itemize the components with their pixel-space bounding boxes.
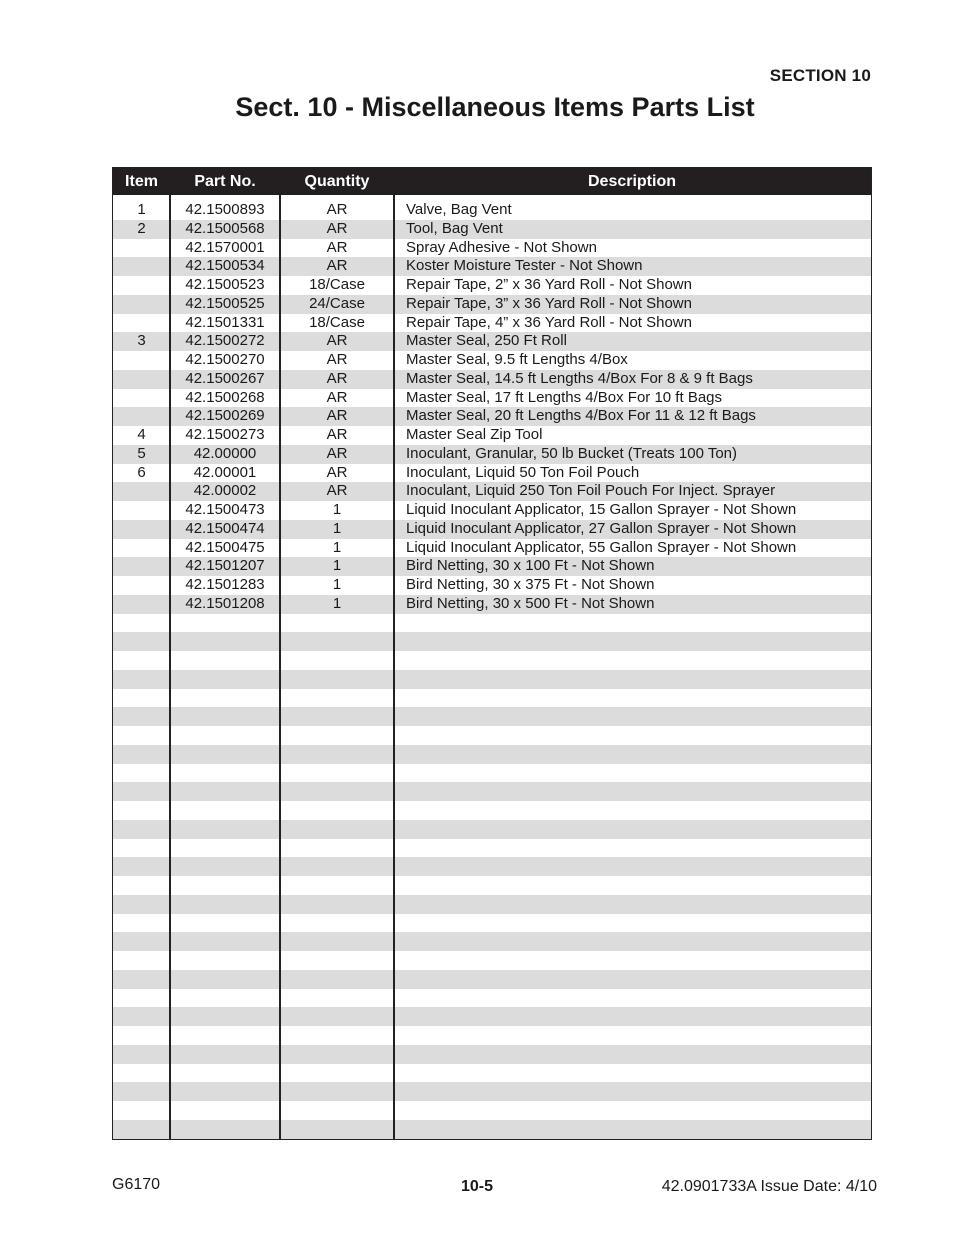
- cell-quantity: AR: [326, 201, 348, 218]
- cell-description: Liquid Inoculant Applicator, 27 Gallon Sprayer - Not Shown: [406, 519, 797, 537]
- cell-item: 5: [137, 444, 146, 462]
- cell-part-no: 42.1500523: [185, 276, 265, 293]
- cell-quantity: AR: [326, 238, 348, 256]
- cell-quantity: 1: [332, 519, 342, 537]
- table-row: [113, 295, 871, 314]
- table-row: [113, 539, 871, 558]
- table-row: [113, 257, 871, 276]
- cell-description: Inoculant, Granular, 50 lb Bucket (Treats 100 Ton): [406, 444, 738, 462]
- cell-part-no: 42.1501283: [185, 576, 265, 593]
- cell-item: 3: [137, 332, 146, 350]
- cell-quantity: AR: [326, 463, 348, 481]
- cell-description: Liquid Inoculant Applicator, 15 Gallon Sprayer - Not Shown: [406, 501, 797, 518]
- empty-table-row: [113, 820, 871, 839]
- empty-table-row: [113, 914, 871, 933]
- footer-model: G6170: [112, 1176, 161, 1193]
- table-row: [113, 464, 871, 483]
- cell-part-no: 42.1500474: [185, 519, 265, 537]
- column-header-description: Description: [587, 173, 676, 190]
- page-title: Sect. 10 - Miscellaneous Items Parts List: [235, 92, 755, 122]
- cell-quantity: 1: [332, 576, 342, 593]
- empty-table-row: [113, 726, 871, 745]
- footer-doc-info: 42.0901733A Issue Date: 4/10: [661, 1178, 877, 1195]
- cell-description: Spray Adhesive - Not Shown: [406, 238, 597, 256]
- empty-table-row: [113, 614, 871, 633]
- cell-description: Master Seal, 250 Ft Roll: [406, 332, 567, 350]
- empty-table-row: [113, 782, 871, 801]
- cell-description: Tool, Bag Vent: [406, 219, 503, 237]
- cell-quantity: 24/Case: [309, 294, 365, 312]
- cell-quantity: 1: [332, 538, 342, 556]
- column-header-quantity: Quantity: [304, 173, 370, 190]
- empty-table-row: [113, 1007, 871, 1026]
- column-divider: [169, 195, 171, 1139]
- table-row: [113, 201, 871, 220]
- cell-part-no: 42.1500893: [185, 201, 265, 218]
- cell-item: [113, 501, 170, 520]
- cell-description: Repair Tape, 2” x 36 Yard Roll - Not Shown: [406, 276, 692, 293]
- cell-item: [113, 314, 170, 333]
- cell-description: Valve, Bag Vent: [406, 201, 512, 218]
- empty-table-row: [113, 1082, 871, 1101]
- footer-page-number: 10-5: [460, 1178, 494, 1195]
- cell-description: Bird Netting, 30 x 100 Ft - Not Shown: [406, 557, 655, 575]
- table-row: [113, 332, 871, 351]
- cell-part-no: 42.1501331: [185, 313, 265, 331]
- cell-item: [113, 576, 170, 595]
- empty-table-row: [113, 857, 871, 876]
- empty-table-row: [113, 895, 871, 914]
- table-row: [113, 520, 871, 539]
- cell-quantity: AR: [326, 332, 348, 350]
- cell-item: [113, 539, 170, 558]
- cell-part-no: 42.1501208: [185, 594, 265, 612]
- cell-description: Master Seal, 9.5 ft Lengths 4/Box: [406, 351, 628, 368]
- table-row: [113, 407, 871, 426]
- empty-table-row: [113, 876, 871, 895]
- cell-part-no: 42.00000: [193, 444, 257, 462]
- empty-table-row: [113, 689, 871, 708]
- cell-quantity: AR: [326, 388, 348, 406]
- cell-part-no: 42.00001: [193, 463, 257, 481]
- cell-part-no: 42.00002: [193, 482, 257, 500]
- cell-quantity: AR: [326, 482, 348, 500]
- table-row: [113, 595, 871, 614]
- empty-table-row: [113, 1120, 871, 1139]
- cell-item: 1: [137, 201, 146, 218]
- table-row: [113, 370, 871, 389]
- table-row: [113, 220, 871, 239]
- empty-table-row: [113, 764, 871, 783]
- cell-description: Master Seal, 14.5 ft Lengths 4/Box For 8 & 9 ft Bags: [406, 369, 753, 387]
- table-row: [113, 351, 871, 370]
- cell-item: [113, 370, 170, 389]
- cell-description: Bird Netting, 30 x 500 Ft - Not Shown: [406, 594, 655, 612]
- cell-item: [113, 351, 170, 370]
- cell-description: Master Seal Zip Tool: [406, 426, 543, 443]
- cell-item: [113, 257, 170, 276]
- column-header-part-no: Part No.: [194, 173, 256, 190]
- cell-quantity: AR: [326, 219, 348, 237]
- table-row: [113, 482, 871, 501]
- cell-item: [113, 389, 170, 408]
- cell-item: [113, 557, 170, 576]
- cell-quantity: 1: [332, 594, 342, 612]
- cell-item: [113, 276, 170, 295]
- empty-table-row: [113, 989, 871, 1008]
- column-divider: [393, 195, 395, 1139]
- cell-quantity: AR: [326, 369, 348, 387]
- cell-part-no: 42.1500473: [185, 501, 265, 518]
- table-row: [113, 389, 871, 408]
- cell-part-no: 42.1570001: [185, 238, 265, 256]
- empty-table-row: [113, 801, 871, 820]
- cell-description: Bird Netting, 30 x 375 Ft - Not Shown: [406, 576, 655, 593]
- cell-quantity: AR: [326, 407, 348, 425]
- table-row: [113, 501, 871, 520]
- empty-table-row: [113, 839, 871, 858]
- cell-part-no: 42.1500525: [185, 294, 265, 312]
- empty-table-row: [113, 670, 871, 689]
- cell-part-no: 42.1500568: [185, 219, 265, 237]
- table-row: [113, 445, 871, 464]
- cell-description: Master Seal, 20 ft Lengths 4/Box For 11 & 12 ft Bags: [406, 407, 756, 425]
- empty-table-row: [113, 632, 871, 651]
- section-label: SECTION 10: [769, 66, 871, 85]
- empty-table-row: [113, 651, 871, 670]
- cell-quantity: AR: [326, 444, 348, 462]
- empty-table-row: [113, 1101, 871, 1120]
- parts-list-table: [112, 167, 872, 1140]
- empty-table-row: [113, 707, 871, 726]
- cell-part-no: 42.1500267: [185, 369, 265, 387]
- empty-table-row: [113, 745, 871, 764]
- cell-description: Repair Tape, 4” x 36 Yard Roll - Not Shown: [406, 313, 692, 331]
- table-body: [113, 201, 871, 1139]
- empty-table-row: [113, 1064, 871, 1083]
- cell-part-no: 42.1500269: [185, 407, 265, 425]
- cell-part-no: 42.1500270: [185, 351, 265, 368]
- cell-part-no: 42.1500534: [185, 257, 265, 275]
- cell-item: 4: [137, 426, 146, 443]
- cell-quantity: 18/Case: [309, 276, 365, 293]
- table-row: [113, 276, 871, 295]
- cell-description: Koster Moisture Tester - Not Shown: [406, 257, 643, 275]
- cell-description: Master Seal, 17 ft Lengths 4/Box For 10 ft Bags: [406, 388, 723, 406]
- cell-item: [113, 239, 170, 258]
- cell-quantity: AR: [326, 351, 348, 368]
- cell-quantity: 1: [332, 501, 342, 518]
- cell-part-no: 42.1500268: [185, 388, 265, 406]
- cell-part-no: 42.1500475: [185, 538, 265, 556]
- column-divider: [279, 195, 281, 1139]
- cell-item: 2: [137, 219, 146, 237]
- cell-item: [113, 595, 170, 614]
- empty-table-row: [113, 1045, 871, 1064]
- table-row: [113, 314, 871, 333]
- table-row: [113, 426, 871, 445]
- cell-item: [113, 482, 170, 501]
- cell-item: [113, 295, 170, 314]
- cell-part-no: 42.1500273: [185, 426, 265, 443]
- empty-table-row: [113, 1026, 871, 1045]
- table-header: [113, 168, 871, 195]
- table-row: [113, 239, 871, 258]
- cell-quantity: AR: [326, 257, 348, 275]
- table-row: [113, 576, 871, 595]
- table-row: [113, 557, 871, 576]
- cell-part-no: 42.1500272: [185, 332, 265, 350]
- cell-item: [113, 407, 170, 426]
- cell-quantity: 18/Case: [309, 313, 365, 331]
- column-header-item: Item: [125, 173, 158, 190]
- cell-item: [113, 520, 170, 539]
- cell-quantity: 1: [332, 557, 342, 575]
- cell-item: 6: [137, 463, 146, 481]
- cell-part-no: 42.1501207: [185, 557, 265, 575]
- empty-table-row: [113, 951, 871, 970]
- cell-description: Liquid Inoculant Applicator, 55 Gallon Sprayer - Not Shown: [406, 538, 797, 556]
- cell-quantity: AR: [326, 426, 348, 443]
- cell-description: Inoculant, Liquid 250 Ton Foil Pouch For Inject. Sprayer: [406, 482, 776, 500]
- empty-table-row: [113, 970, 871, 989]
- cell-description: Inoculant, Liquid 50 Ton Foil Pouch: [406, 463, 640, 481]
- empty-table-row: [113, 932, 871, 951]
- cell-description: Repair Tape, 3” x 36 Yard Roll - Not Shown: [406, 294, 692, 312]
